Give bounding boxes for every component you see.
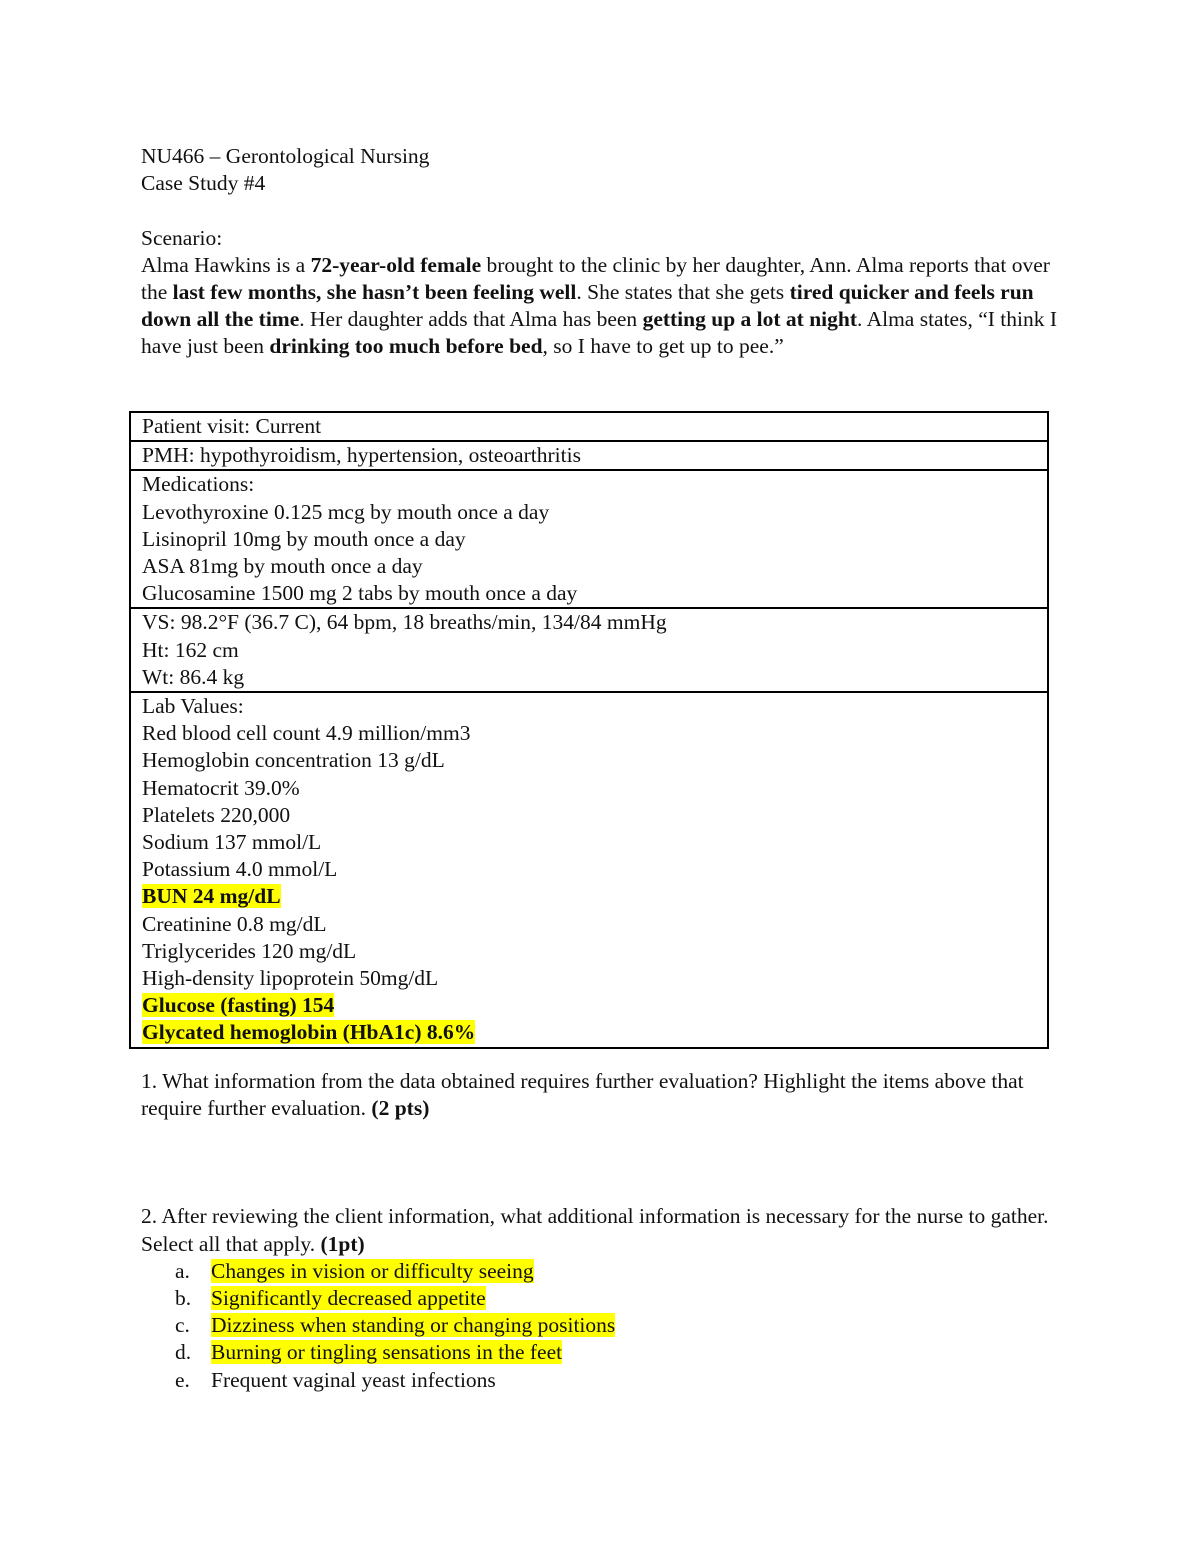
lab-item: Potassium 4.0 mmol/L [142, 857, 338, 882]
scenario-text: Alma Hawkins is a 72-year-old female brought to the clinic by her daughter, Ann. Alma reports that over the last few months, she hasn’t been feeling well. She states that she gets tired quicker and feels run down all the time. Her daughter adds that Alma has been getting up a lot at night. Alma states, “I think I have just been drinking too much before bed, so I have to get up to pee.” [141, 252, 1058, 359]
lab-item-highlighted: Glycated hemoglobin (HbA1c) 8.6% [142, 1020, 476, 1045]
answer-option-a: a. Changes in vision or difficulty seeing [175, 1258, 534, 1283]
lab-item: Creatinine 0.8 mg/dL [142, 911, 327, 936]
scenario-label: Scenario: [141, 225, 223, 250]
lab-item: High-density lipoprotein 50mg/dL [142, 966, 439, 991]
answer-option-c: c. Dizziness when standing or changing positions [175, 1313, 616, 1338]
vital-signs: VS: 98.2°F (36.7 C), 64 bpm, 18 breaths/min, 134/84 mmHg [142, 610, 667, 635]
case-title: Case Study #4 [141, 171, 266, 196]
patient-visit-cell: Patient visit: Current [130, 412, 1048, 441]
answer-option-e: e. Frequent vaginal yeast infections [175, 1367, 496, 1392]
course-title: NU466 – Gerontological Nursing [141, 144, 430, 168]
lab-item: Triglycerides 120 mg/dL [142, 938, 357, 963]
medication-item: Levothyroxine 0.125 mcg by mouth once a day [142, 499, 550, 524]
question-1-points: (2 pts) [371, 1096, 430, 1121]
lab-item-highlighted: BUN 24 mg/dL [142, 884, 281, 909]
patient-info-table [129, 411, 1049, 1049]
question-2: 2. After reviewing the client information, what additional information is necessary for the nurse to gather. Select all that apply. (1pt) [141, 1204, 1049, 1256]
weight: Wt: 86.4 kg [142, 664, 245, 689]
question-1: 1. What information from the data obtained requires further evaluation? Highlight the items above that require further evaluation. (2 pts) [141, 1069, 1024, 1121]
vitals-cell [130, 608, 1048, 692]
lab-item: Platelets 220,000 [142, 802, 291, 827]
lab-item: Sodium 137 mmol/L [142, 830, 322, 855]
medications-cell [130, 470, 1048, 608]
questions-section [141, 1068, 1061, 1394]
medication-item: Lisinopril 10mg by mouth once a day [142, 526, 466, 551]
answer-options [141, 1258, 1061, 1394]
height: Ht: 162 cm [142, 637, 239, 662]
lab-item: Hematocrit 39.0% [142, 775, 300, 800]
labs-cell [130, 692, 1048, 1048]
medication-item: Glucosamine 1500 mg 2 tabs by mouth once a day [142, 581, 578, 606]
lab-item: Hemoglobin concentration 13 g/dL [142, 748, 445, 773]
medications-label: Medications: [142, 472, 255, 497]
lab-item: Red blood cell count 4.9 million/mm3 [142, 721, 471, 746]
answer-option-d: d. Burning or tingling sensations in the feet [175, 1340, 563, 1365]
question-2-points: (1pt) [320, 1231, 365, 1256]
lab-item-highlighted: Glucose (fasting) 154 [142, 993, 335, 1018]
labs-label: Lab Values: [142, 694, 244, 719]
document-header [141, 143, 1061, 361]
medication-item: ASA 81mg by mouth once a day [142, 554, 423, 579]
answer-option-b: b. Significantly decreased appetite [175, 1286, 486, 1311]
pmh-cell: PMH: hypothyroidism, hypertension, osteoarthritis [130, 441, 1048, 470]
